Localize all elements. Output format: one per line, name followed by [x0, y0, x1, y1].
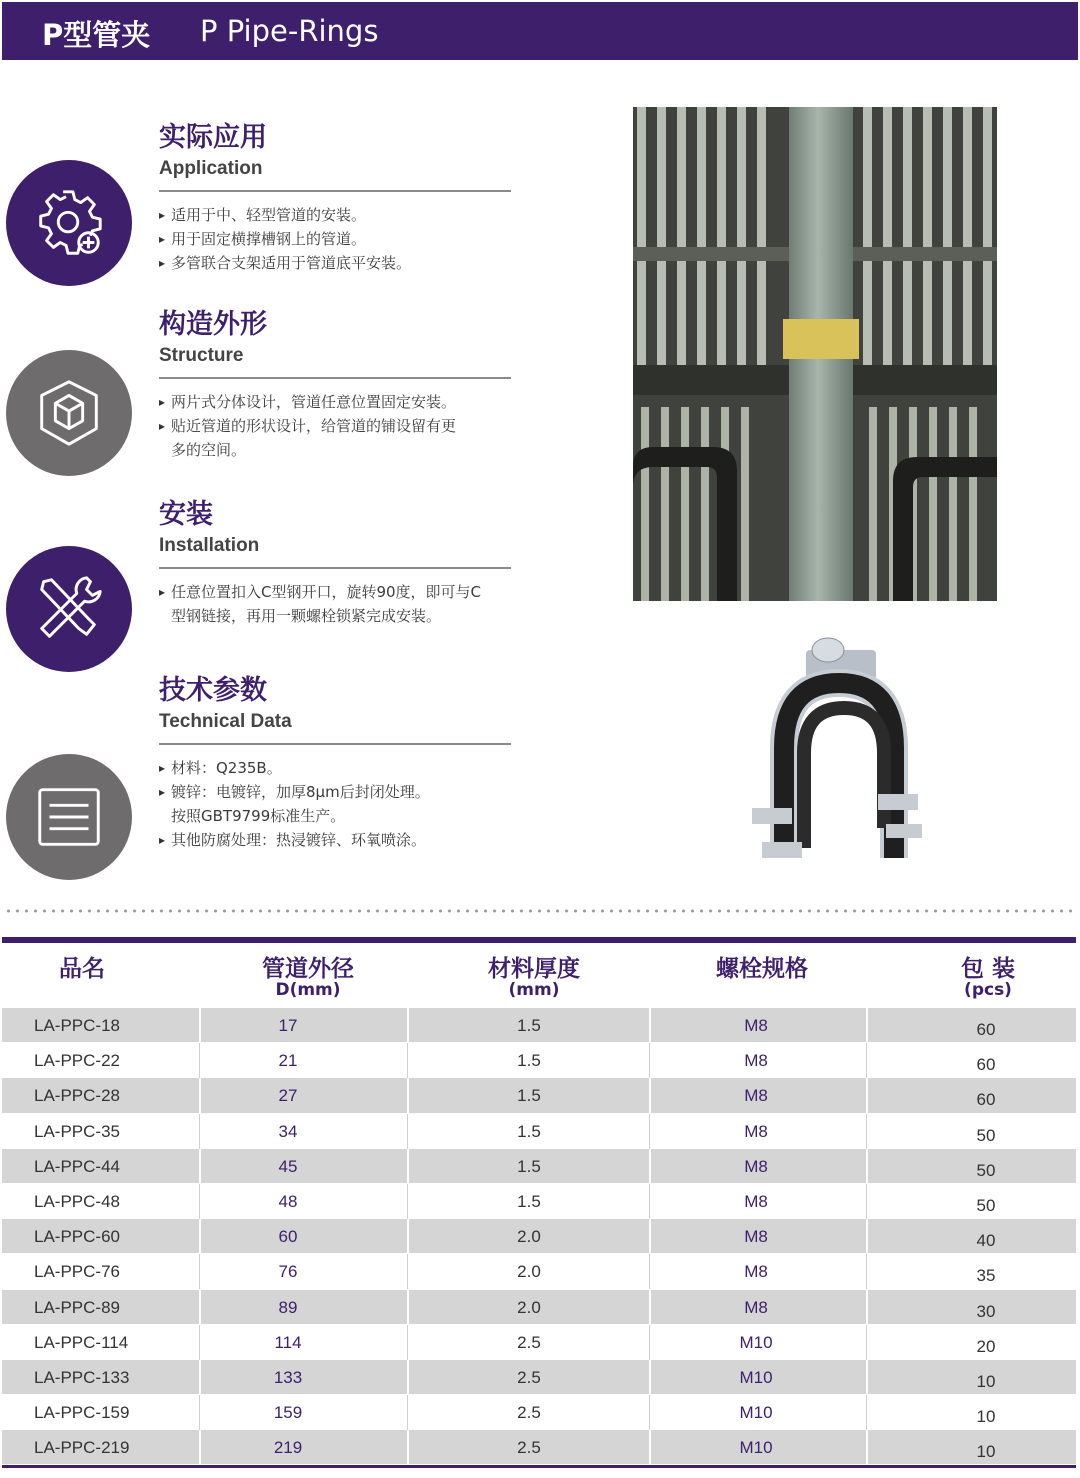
table-row	[2, 1149, 1076, 1184]
cell-diameter: 17	[278, 1016, 298, 1035]
cell-model: LA-PPC-219	[34, 1438, 130, 1458]
header-unit: (mm)	[508, 980, 560, 1000]
header-diameter	[238, 956, 378, 999]
column-divider	[199, 1184, 200, 1219]
cell-diameter: 133	[273, 1367, 303, 1387]
technical-circle	[6, 754, 132, 880]
cell-bolt: M10	[739, 1332, 773, 1352]
table-row	[2, 1254, 1076, 1289]
cell-packing: 60	[976, 1020, 996, 1039]
cell-bolt: M8	[744, 1297, 768, 1317]
cell-packing: 60	[976, 1090, 996, 1110]
section-title-cn: 实际应用	[159, 122, 267, 153]
column-divider	[199, 1290, 201, 1325]
cell-diameter: 219	[273, 1438, 303, 1458]
cell-model: LA-PPC-18	[34, 1016, 120, 1035]
column-divider	[649, 1254, 650, 1289]
column-divider	[866, 1043, 867, 1078]
cell-model: LA-PPC-48	[34, 1191, 120, 1211]
cell-packing: 50	[976, 1195, 996, 1215]
column-divider	[649, 1149, 651, 1184]
column-divider	[407, 1184, 408, 1219]
column-divider	[199, 1219, 201, 1254]
cell-diameter: 27	[278, 1086, 298, 1106]
cell-bolt: M10	[739, 1367, 773, 1387]
dotted-separator	[4, 909, 1076, 913]
cell-model: LA-PPC-44	[34, 1156, 120, 1176]
cell-thickness: 1.5	[517, 1086, 541, 1106]
cell-diameter: 21	[278, 1051, 298, 1071]
column-divider	[199, 1008, 201, 1043]
list-item: 多的空间。	[171, 441, 247, 459]
cell-diameter: 159	[273, 1403, 303, 1423]
column-divider	[407, 1430, 409, 1465]
column-divider	[199, 1325, 200, 1360]
table-bottom-bar	[2, 1465, 1076, 1468]
structure-circle	[6, 350, 132, 476]
table-body	[2, 1008, 1076, 1465]
cell-diameter: 114	[274, 1332, 302, 1352]
column-divider	[649, 1395, 650, 1430]
section-title-en: Application	[159, 158, 263, 179]
tools-icon	[30, 570, 108, 648]
cell-bolt: M8	[744, 1262, 768, 1282]
cell-model: LA-PPC-22	[34, 1051, 120, 1071]
column-divider	[866, 1290, 868, 1325]
cell-bolt: M10	[739, 1403, 773, 1423]
column-divider	[199, 1430, 201, 1465]
table-row	[2, 1360, 1076, 1395]
header-bolt	[692, 956, 832, 982]
cube-icon	[30, 374, 108, 452]
section-list	[159, 580, 519, 628]
list-item: ▸ 镀锌：电镀锌，加厚8μm后封闭处理。	[159, 780, 519, 804]
header-packing	[938, 956, 1038, 999]
column-divider	[649, 1290, 651, 1325]
header-name	[32, 956, 132, 982]
list-item: ▸ 任意位置扣入C型钢开口，旋转90度，即可与C	[159, 580, 519, 604]
section-list	[159, 390, 519, 462]
column-divider	[649, 1078, 651, 1113]
header-unit: (pcs)	[964, 980, 1012, 1000]
cell-bolt: M8	[744, 1086, 768, 1106]
cell-thickness: 2.5	[517, 1438, 541, 1458]
column-divider	[866, 1360, 868, 1395]
column-divider	[649, 1360, 651, 1395]
cell-packing: 10	[976, 1407, 996, 1427]
list-item: 按照GBT9799标准生产。	[171, 807, 346, 825]
column-divider	[866, 1254, 867, 1289]
spec-table	[2, 937, 1076, 1468]
cell-packing: 10	[976, 1371, 996, 1391]
cell-model: LA-PPC-28	[34, 1086, 120, 1106]
section-divider	[159, 743, 511, 745]
column-divider	[866, 1325, 867, 1360]
cell-thickness: 2.0	[517, 1227, 541, 1247]
cell-packing: 35	[976, 1266, 996, 1286]
column-divider	[407, 1219, 409, 1254]
cell-thickness: 2.5	[517, 1367, 541, 1387]
header-label: 包 装	[960, 956, 1015, 982]
cell-thickness: 1.5	[517, 1121, 541, 1141]
cell-packing: 40	[976, 1231, 996, 1251]
header-label: 螺栓规格	[716, 956, 808, 982]
document-icon	[30, 778, 108, 856]
cell-bolt: M8	[744, 1191, 768, 1211]
page-title-en: P Pipe-Rings	[200, 14, 379, 48]
section-installation	[159, 498, 519, 628]
section-divider	[159, 567, 511, 569]
section-list	[159, 756, 519, 852]
header-label: 管道外径	[262, 956, 354, 982]
column-divider	[407, 1008, 409, 1043]
column-divider	[407, 1325, 408, 1360]
column-divider	[407, 1395, 408, 1430]
application-circle	[6, 160, 132, 286]
section-application	[159, 121, 519, 275]
list-item: ▸ 多管联合支架适用于管道底平安装。	[159, 251, 519, 275]
section-title-cn: 构造外形	[159, 309, 267, 340]
column-divider	[649, 1325, 650, 1360]
table-header	[2, 943, 1076, 1008]
column-divider	[866, 1430, 868, 1465]
column-divider	[649, 1043, 650, 1078]
cell-packing: 20	[976, 1336, 996, 1356]
column-divider	[866, 1078, 868, 1113]
column-divider	[866, 1184, 867, 1219]
column-divider	[199, 1043, 200, 1078]
table-row	[2, 1395, 1076, 1430]
cell-model: LA-PPC-133	[34, 1367, 130, 1387]
cell-bolt: M8	[744, 1156, 768, 1176]
column-divider	[199, 1078, 201, 1113]
section-divider	[159, 190, 511, 192]
cell-packing: 10	[976, 1442, 996, 1462]
column-divider	[866, 1114, 867, 1149]
section-list	[159, 203, 519, 275]
list-item: ▸ 两片式分体设计，管道任意位置固定安装。	[159, 390, 519, 414]
cell-bolt: M10	[739, 1438, 773, 1458]
column-divider	[407, 1114, 408, 1149]
column-divider	[407, 1078, 409, 1113]
cell-model: LA-PPC-89	[34, 1297, 120, 1317]
column-divider	[649, 1184, 650, 1219]
installation-photo	[633, 107, 997, 601]
header-bar	[2, 2, 1078, 60]
cell-bolt: M8	[744, 1051, 768, 1071]
column-divider	[866, 1395, 867, 1430]
section-title-en: Structure	[159, 345, 244, 366]
column-divider	[407, 1290, 409, 1325]
cell-diameter: 76	[278, 1262, 298, 1282]
section-title-en: Installation	[159, 535, 260, 556]
cell-diameter: 45	[278, 1156, 298, 1176]
table-row	[2, 1219, 1076, 1254]
column-divider	[199, 1254, 200, 1289]
cell-packing: 60	[976, 1055, 996, 1075]
list-item: ▸ 贴近管道的形状设计，给管道的铺设留有更	[159, 414, 519, 438]
cell-diameter: 60	[278, 1227, 298, 1247]
section-title-cn: 安装	[159, 499, 213, 530]
header-unit: D(mm)	[275, 980, 341, 1000]
header-label: 材料厚度	[488, 956, 580, 982]
cell-thickness: 1.5	[517, 1016, 541, 1035]
cell-bolt: M8	[744, 1016, 768, 1035]
cell-thickness: 1.5	[517, 1156, 541, 1176]
column-divider	[866, 1008, 868, 1043]
table-row	[2, 1114, 1076, 1149]
cell-thickness: 1.5	[517, 1191, 541, 1211]
page-title-cn: P型管夹	[42, 18, 151, 52]
list-item: ▸ 材料：Q235B。	[159, 756, 519, 780]
cell-diameter: 34	[278, 1121, 298, 1141]
column-divider	[199, 1149, 201, 1184]
cell-packing: 50	[976, 1125, 996, 1145]
header-label: 品名	[59, 956, 105, 982]
column-divider	[199, 1360, 201, 1395]
column-divider	[649, 1219, 651, 1254]
list-item: ▸ 用于固定横撑槽钢上的管道。	[159, 227, 519, 251]
table-row	[2, 1290, 1076, 1325]
cell-packing: 30	[976, 1301, 996, 1321]
table-row	[2, 1043, 1076, 1078]
column-divider	[649, 1114, 650, 1149]
column-divider	[199, 1114, 200, 1149]
table-row	[2, 1430, 1076, 1465]
header-thickness	[464, 956, 604, 999]
cell-bolt: M8	[744, 1121, 768, 1141]
cell-bolt: M8	[744, 1227, 768, 1247]
list-item: ▸ 其他防腐处理：热浸镀锌、环氧喷涂。	[159, 828, 519, 852]
column-divider	[199, 1395, 200, 1430]
column-divider	[407, 1149, 409, 1184]
cell-thickness: 2.0	[517, 1262, 541, 1282]
column-divider	[649, 1430, 651, 1465]
section-technical-data	[159, 674, 519, 852]
column-divider	[649, 1008, 651, 1043]
cell-thickness: 1.5	[517, 1051, 541, 1071]
cell-model: LA-PPC-76	[34, 1262, 120, 1282]
table-row	[2, 1325, 1076, 1360]
table-row	[2, 1184, 1076, 1219]
section-title-cn: 技术参数	[159, 675, 267, 706]
cell-model: LA-PPC-60	[34, 1227, 120, 1247]
table-row	[2, 1078, 1076, 1113]
section-structure	[159, 308, 519, 462]
column-divider	[407, 1254, 408, 1289]
cell-model: LA-PPC-114	[34, 1332, 129, 1352]
column-divider	[407, 1360, 409, 1395]
cell-diameter: 48	[278, 1191, 298, 1211]
list-item: ▸ 适用于中、轻型管道的安装。	[159, 203, 519, 227]
cell-diameter: 89	[278, 1297, 298, 1317]
cell-packing: 50	[976, 1160, 996, 1180]
cell-thickness: 2.0	[517, 1297, 541, 1317]
column-divider	[866, 1149, 868, 1184]
table-row	[2, 1008, 1076, 1043]
column-divider	[866, 1219, 868, 1254]
column-divider	[407, 1043, 408, 1078]
product-photo	[744, 628, 934, 880]
cell-model: LA-PPC-35	[34, 1121, 120, 1141]
gear-plus-icon	[30, 184, 108, 262]
installation-circle	[6, 546, 132, 672]
section-divider	[159, 377, 511, 379]
cell-model: LA-PPC-159	[34, 1403, 130, 1423]
cell-thickness: 2.5	[517, 1403, 541, 1423]
section-title-en: Technical Data	[159, 711, 292, 732]
cell-thickness: 2.5	[517, 1332, 541, 1352]
list-item: 型钢链接，再用一颗螺栓锁紧完成安装。	[171, 607, 442, 625]
